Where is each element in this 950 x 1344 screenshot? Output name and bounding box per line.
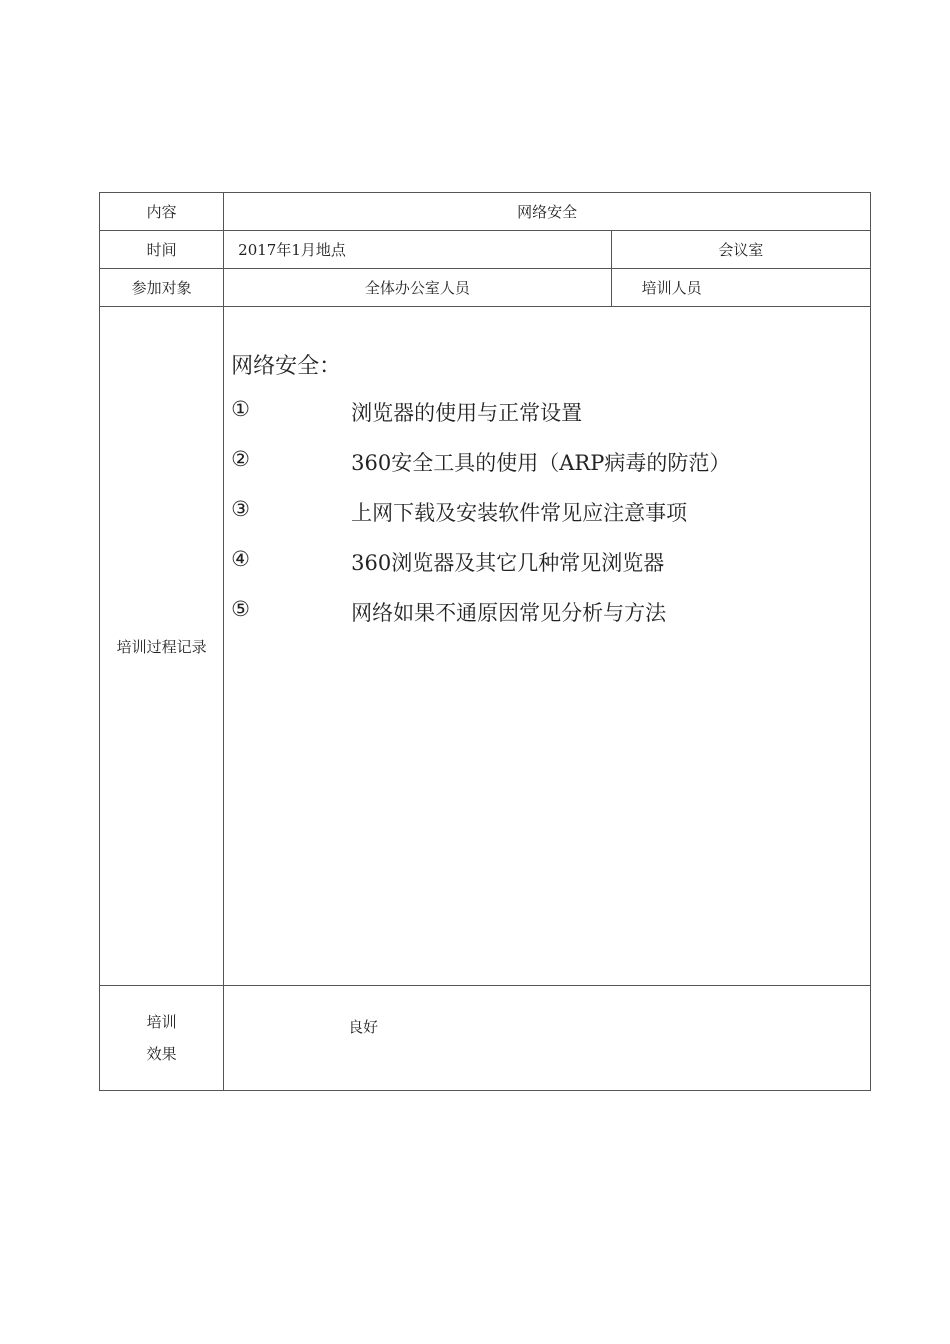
item-text: 浏览器的使用与正常设置 [351, 401, 583, 425]
location-value: 会议室 [611, 231, 870, 269]
item-text: 上网下载及安装软件常见应注意事项 [351, 501, 688, 525]
content-label: 内容 [100, 193, 224, 231]
time-label: 时间 [100, 231, 224, 269]
record-label: 培训过程记录 [100, 307, 224, 986]
list-item [231, 397, 730, 447]
list-item [231, 547, 730, 597]
content-value: 网络安全 [224, 193, 871, 231]
item-number: ⑤ [231, 597, 250, 621]
participants-row [100, 269, 871, 307]
record-heading: 网络安全： [231, 354, 342, 379]
item-number: ① [231, 397, 250, 421]
effect-label-line1: 培训 [146, 1013, 177, 1031]
item-text: 360浏览器及其它几种常见浏览器 [351, 551, 665, 575]
record-row [100, 307, 871, 986]
record-content [224, 307, 871, 986]
item-number: ② [231, 447, 250, 471]
time-row [100, 231, 871, 269]
effect-row [100, 986, 871, 1091]
list-item [231, 447, 730, 497]
trainer-label: 培训人员 [611, 269, 870, 307]
list-item [231, 597, 730, 647]
participants-value: 全体办公室人员 [224, 269, 611, 307]
training-record-table [99, 192, 871, 1091]
content-row [100, 193, 871, 231]
item-number: ④ [231, 547, 250, 571]
time-value: 2017年1月地点 [224, 231, 611, 269]
item-number: ③ [231, 497, 250, 521]
effect-value: 良好 [224, 986, 871, 1091]
item-text: 网络如果不通原因常见分析与方法 [351, 601, 667, 625]
item-text: 360安全工具的使用（ARP病毒的防范） [351, 451, 731, 475]
effect-label [100, 986, 224, 1091]
record-list [231, 397, 730, 647]
effect-label-line2: 效果 [146, 1045, 177, 1063]
list-item [231, 497, 730, 547]
participants-label: 参加对象 [100, 269, 224, 307]
